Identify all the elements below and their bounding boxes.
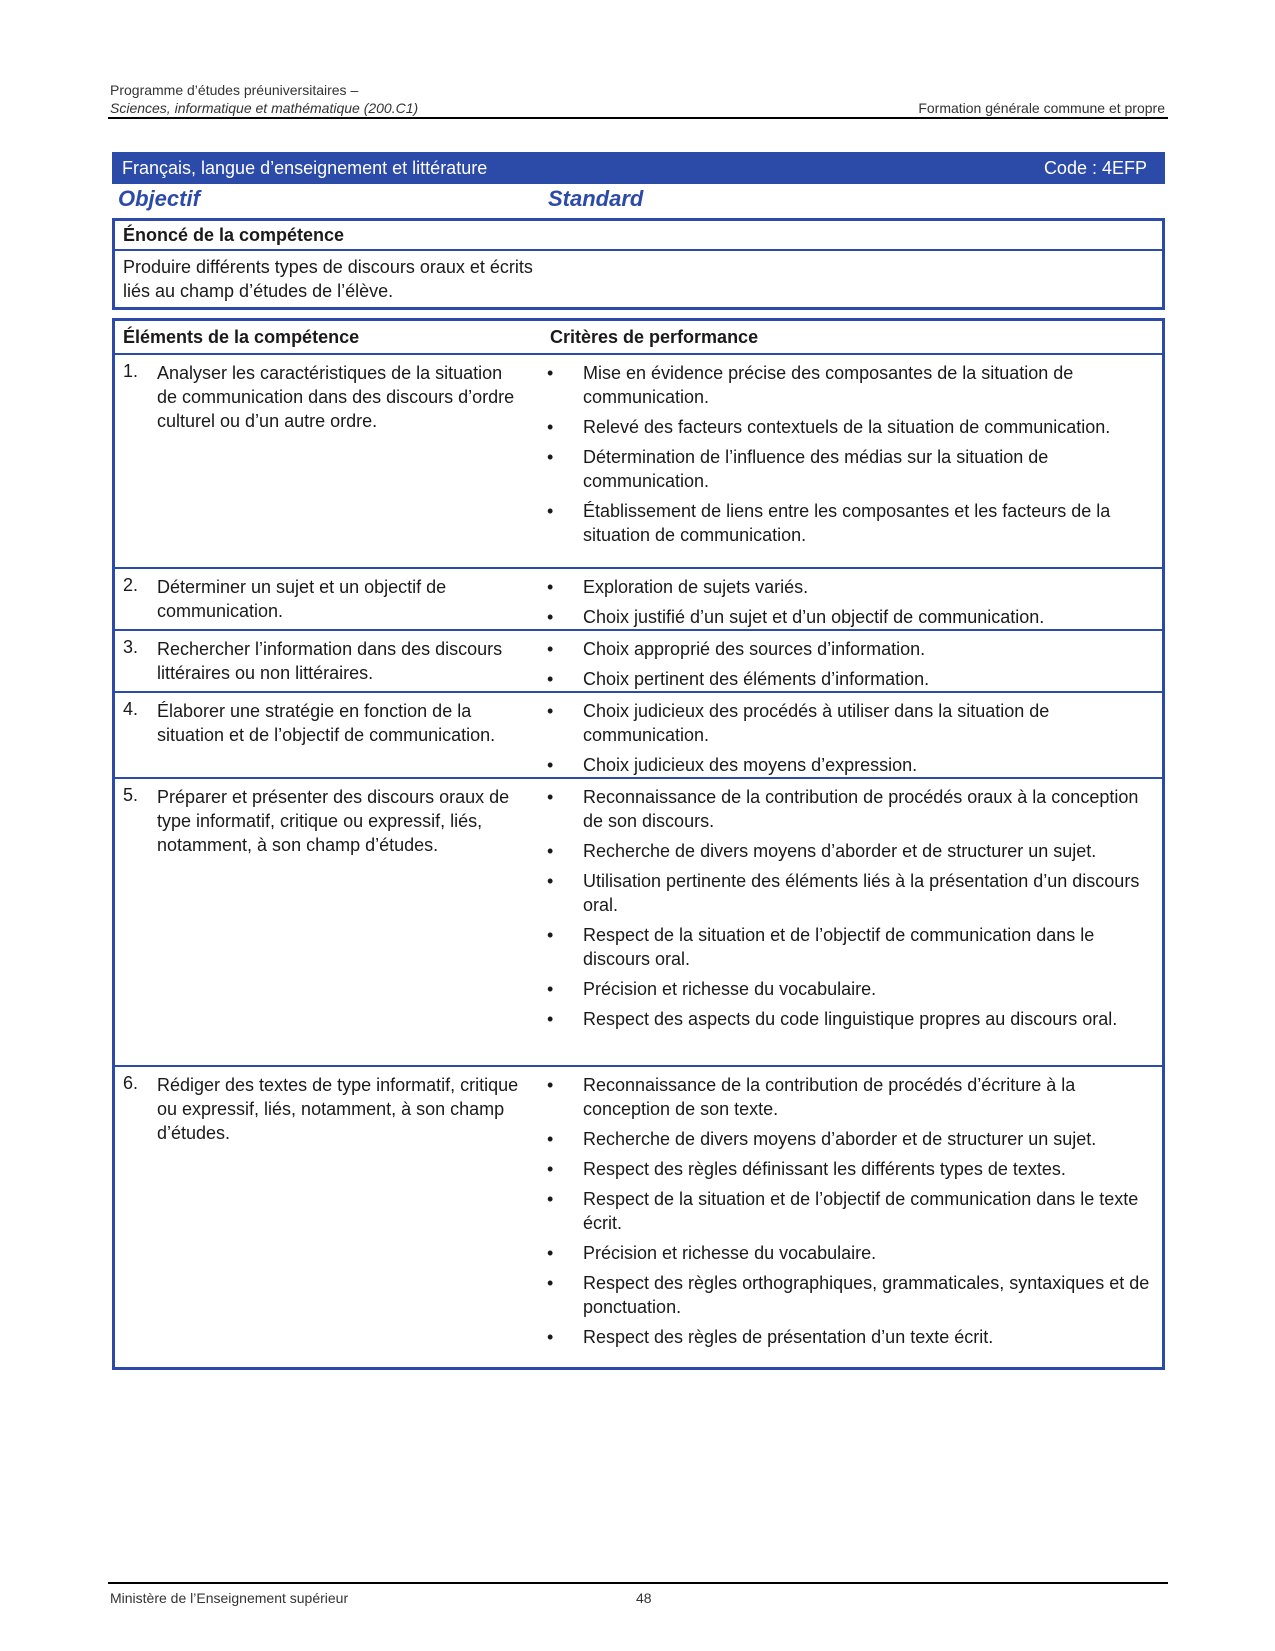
bullet-icon: • (547, 577, 554, 597)
criterion-item (547, 1157, 1152, 1181)
criterion-item (547, 699, 1152, 747)
competence-row (115, 693, 1162, 779)
enonce-box (112, 218, 1165, 310)
bullet-icon: • (547, 979, 554, 999)
element-text: Rédiger des textes de type informatif, critique ou expressif, liés, notamment, à son champ d’études. (157, 1075, 519, 1143)
bullet-icon: • (547, 1075, 554, 1095)
element-text: Déterminer un sujet et un objectif de communication. (157, 577, 447, 621)
criterion-text: Établissement de liens entre les composantes et les facteurs de la situation de communication. (583, 501, 1111, 545)
page-number: 48 (636, 1590, 652, 1606)
criterion-text: Respect des aspects du code linguistique propres au discours oral. (583, 1009, 1118, 1029)
criterion-item (547, 785, 1152, 833)
elements-heading: Éléments de la compétence (123, 327, 360, 347)
criterion-item (547, 1187, 1152, 1235)
header-program-name: Sciences, informatique et mathématique (200.C1) (110, 100, 419, 116)
element-text: Préparer et présenter des discours oraux de type informatif, critique ou expressif, liés, notamment, à son champ d’études. (157, 787, 510, 855)
bullet-icon: • (547, 607, 554, 627)
competence-row (115, 569, 1162, 631)
criteria-list (547, 699, 1152, 783)
enonce-title: Énoncé de la compétence (115, 221, 1162, 251)
criterion-item (547, 575, 1152, 599)
criteria-list (547, 785, 1152, 1037)
element-number: 4. (123, 699, 139, 719)
criteria-rows (115, 355, 1162, 1367)
bullet-icon: • (547, 669, 554, 689)
criterion-item (547, 1007, 1152, 1031)
course-band (112, 152, 1165, 184)
criterion-item (547, 1127, 1152, 1151)
criterion-item (547, 605, 1152, 629)
criterion-text: Respect de la situation et de l’objectif de communication dans le discours oral. (583, 925, 1095, 969)
competence-row (115, 355, 1162, 569)
bullet-icon: • (547, 755, 554, 775)
criterion-item (547, 637, 1152, 661)
element-number: 3. (123, 637, 139, 657)
bullet-icon: • (547, 841, 554, 861)
bullet-icon: • (547, 701, 554, 721)
competence-row (115, 1067, 1162, 1367)
criteria-list (547, 575, 1152, 635)
course-code: Code : 4EFP (1043, 158, 1147, 178)
criterion-item (547, 753, 1152, 777)
criterion-text: Choix judicieux des moyens d’expression. (583, 755, 918, 775)
criterion-text: Respect des règles de présentation d’un texte écrit. (583, 1327, 994, 1347)
course-title: Français, langue d’enseignement et littérature (122, 158, 488, 178)
criterion-text: Utilisation pertinente des éléments liés à la présentation d’un discours oral. (583, 871, 1140, 915)
header-line (110, 100, 1165, 116)
element-number: 5. (123, 785, 139, 805)
criterion-text: Respect des règles définissant les différents types de textes. (583, 1159, 1066, 1179)
criterion-item (547, 1073, 1152, 1121)
criterion-item (547, 445, 1152, 493)
bullet-icon: • (547, 1273, 554, 1293)
bullet-icon: • (547, 639, 554, 659)
criteria-table (112, 318, 1165, 1370)
criteria-list (547, 637, 1152, 697)
criterion-text: Choix pertinent des éléments d’information. (583, 669, 930, 689)
header-section: Formation générale commune et propre (918, 100, 1165, 116)
bullet-icon: • (547, 787, 554, 807)
criterion-text: Mise en évidence précise des composantes de la situation de communication. (583, 363, 1074, 407)
criterion-text: Exploration de sujets variés. (583, 577, 809, 597)
criterion-item (547, 1325, 1152, 1349)
criterion-text: Recherche de divers moyens d’aborder et de structurer un sujet. (583, 1129, 1097, 1149)
enonce-text: Produire différents types de discours oraux et écrits liés au champ d’études de l’élève. (123, 257, 533, 301)
criterion-item (547, 361, 1152, 409)
criterion-item (547, 415, 1152, 439)
footer-ministry: Ministère de l’Enseignement supérieur (110, 1590, 349, 1606)
criterion-item (547, 1271, 1152, 1319)
criterion-text: Détermination de l’influence des médias sur la situation de communication. (583, 447, 1049, 491)
criterion-item (547, 839, 1152, 863)
criterion-text: Précision et richesse du vocabulaire. (583, 1243, 877, 1263)
element-text: Rechercher l’information dans des discours littéraires ou non littéraires. (157, 639, 503, 683)
criteria-table-header (115, 321, 1162, 355)
bullet-icon: • (547, 447, 554, 467)
header-program: Programme d’études préuniversitaires – (110, 82, 359, 98)
criterion-text: Respect de la situation et de l’objectif de communication dans le texte écrit. (583, 1189, 1139, 1233)
criterion-text: Respect des règles orthographiques, grammaticales, syntaxiques et de ponctuation. (583, 1273, 1150, 1317)
bullet-icon: • (547, 363, 554, 383)
subhead-standard: Standard (548, 186, 644, 211)
criterion-text: Choix approprié des sources d’information. (583, 639, 926, 659)
criterion-item (547, 869, 1152, 917)
bullet-icon: • (547, 417, 554, 437)
element-text: Analyser les caractéristiques de la situation de communication dans des discours d’ordre culturel ou d’un autre ordre. (157, 363, 515, 431)
competence-row (115, 779, 1162, 1067)
criterion-text: Choix justifié d’un sujet et d’un objectif de communication. (583, 607, 1045, 627)
criterion-text: Reconnaissance de la contribution de procédés d’écriture à la conception de son texte. (583, 1075, 1076, 1119)
criterion-item (547, 1241, 1152, 1265)
bullet-icon: • (547, 871, 554, 891)
criterion-item (547, 977, 1152, 1001)
criterion-text: Choix judicieux des procédés à utiliser dans la situation de communication. (583, 701, 1050, 745)
criterion-text: Précision et richesse du vocabulaire. (583, 979, 877, 999)
bullet-icon: • (547, 1243, 554, 1263)
element-number: 2. (123, 575, 139, 595)
criteria-list (547, 361, 1152, 553)
bullet-icon: • (547, 1159, 554, 1179)
element-number: 6. (123, 1073, 139, 1093)
header-rule (108, 117, 1168, 119)
bullet-icon: • (547, 501, 554, 521)
criteria-list (547, 1073, 1152, 1355)
bullet-icon: • (547, 1189, 554, 1209)
criterion-text: Recherche de divers moyens d’aborder et de structurer un sujet. (583, 841, 1097, 861)
criterion-item (547, 499, 1152, 547)
bullet-icon: • (547, 925, 554, 945)
subhead-objectif: Objectif (118, 186, 200, 211)
criterion-text: Relevé des facteurs contextuels de la situation de communication. (583, 417, 1111, 437)
footer-rule (108, 1582, 1168, 1584)
bullet-icon: • (547, 1129, 554, 1149)
bullet-icon: • (547, 1009, 554, 1029)
element-number: 1. (123, 361, 139, 381)
bullet-icon: • (547, 1327, 554, 1347)
criterion-item (547, 923, 1152, 971)
criterion-text: Reconnaissance de la contribution de procédés oraux à la conception de son discours. (583, 787, 1139, 831)
competence-row (115, 631, 1162, 693)
criterion-item (547, 667, 1152, 691)
element-text: Élaborer une stratégie en fonction de la situation et de l’objectif de communication. (157, 701, 496, 745)
criteria-heading: Critères de performance (550, 327, 759, 347)
